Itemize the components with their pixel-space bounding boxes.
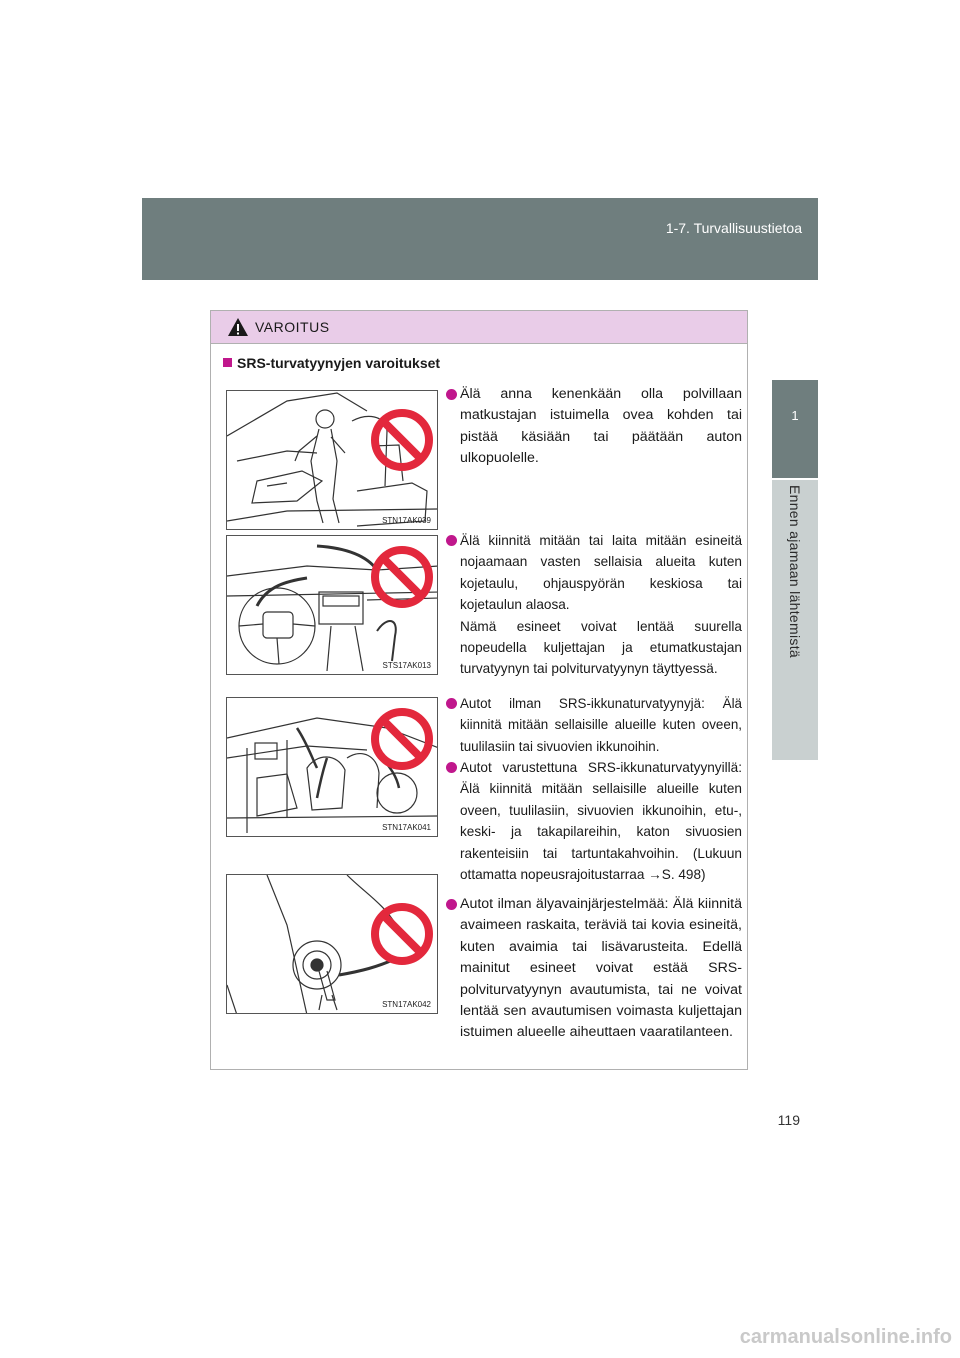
prohibited-icon xyxy=(369,407,435,473)
warning-header xyxy=(211,311,747,344)
bullet-item: Älä kiinnitä mitään tai laita mitään esineitä nojaamaan vasten sellaisia alueita kuten kojetaulu, ohjauspyörän keskiosa tai kojetaulun alaosa. Nämä esineet voivat lentää suurella nopeudella kuljettajan ja etumatkustajan turvatyynyn tai polviturvatyynyn täyttyessä. xyxy=(446,530,742,680)
bullet-dot-icon xyxy=(446,899,457,910)
bullet-dot-icon xyxy=(446,535,457,546)
illustration-code: STN17AK039 xyxy=(382,516,431,525)
chapter-title: Ennen ajamaan lähtemistä xyxy=(787,485,803,658)
chapter-tab xyxy=(772,380,818,478)
illustration-passenger-kneeling xyxy=(226,390,438,530)
illustration-cabin-pillars xyxy=(226,697,438,837)
warning-triangle-icon xyxy=(227,317,249,337)
illustration-code: STS17AK013 xyxy=(382,661,431,670)
illustration-key-ring xyxy=(226,874,438,1014)
bullet-item: Älä anna kenenkään olla polvillaan matkustajan istuimella ovea kohden tai pistää käsiään tai päätään auton ulkopuolelle. xyxy=(446,384,742,470)
bullet-item: Autot ilman älyavainjärjestelmää: Älä kiinnitä avaimeen raskaita, teräviä tai kovia esineitä, kuten avaimia tai lisävarusteita. Edellä mainitut esineet voivat estää SRS-polviturvatyynyn avautumista, tai ne voivat lentää sen avautumisen voimasta kuljettajan istuimen alueelle aiheuttaen vaaratilanteen. xyxy=(446,894,742,1044)
illustration-dashboard-objects xyxy=(226,535,438,675)
square-bullet-icon xyxy=(223,358,232,367)
header-band xyxy=(142,198,818,280)
bullet-dot-icon xyxy=(446,389,457,400)
prohibited-icon xyxy=(369,544,435,610)
warning-label: VAROITUS xyxy=(255,319,330,335)
prohibited-icon xyxy=(369,901,435,967)
chapter-number: 1 xyxy=(791,408,799,423)
bullet-dot-icon xyxy=(446,762,457,773)
page-number: 119 xyxy=(777,1112,800,1128)
section-title: 1-7. Turvallisuustietoa xyxy=(665,220,802,236)
watermark: carmanualsonline.info xyxy=(739,1326,952,1348)
bullet-item: Autot ilman SRS-ikkunaturvatyynyjä: Älä kiinnitä mitään sellaisille alueille kuten oveen, tuulilasiin tai sivuovien ikkunoihin. xyxy=(446,693,742,757)
illustration-code: STN17AK041 xyxy=(382,823,431,832)
illustration-code: STN17AK042 xyxy=(382,1000,431,1009)
bullet-dot-icon xyxy=(446,698,457,709)
prohibited-icon xyxy=(369,706,435,772)
bullet-item: Autot varustettuna SRS-ikkunaturvatyynyillä: Älä kiinnitä mitään sellaisille alueille kuten oveen, tuulilasiin, sivuovien ikkunoihin, etu-, keski- ja takapilareihin, katon sivuosien rakenteisiin tai tartuntakahvoihin. (Lukuun ottamatta nopeusrajoitustarraa →S. 498) xyxy=(446,757,742,885)
warning-section-title: SRS-turvatyynyjen varoitukset xyxy=(223,355,440,371)
